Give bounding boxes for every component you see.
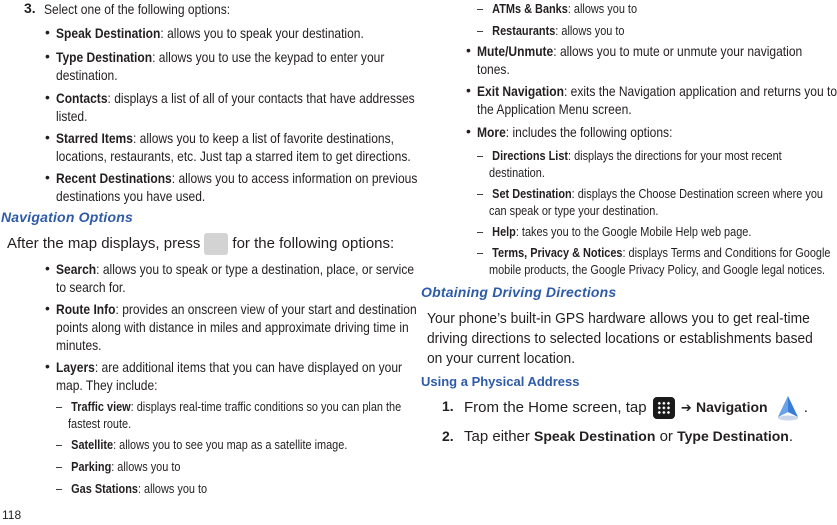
sub-list-item: – Restaurants: allows you to <box>477 23 625 38</box>
nav-options-intro: After the map displays, press for the following options: <box>7 233 394 255</box>
sub-list-item: – Help: takes you to the Google Mobile Help web page. <box>477 224 752 239</box>
section-heading-driving-directions: Obtaining Driving Directions <box>421 284 617 300</box>
sub-list-item: – ATMs & Banks: allows you to <box>477 1 638 16</box>
bullet: • <box>466 82 471 98</box>
apps-grid-icon <box>653 397 675 419</box>
bullet: • <box>45 358 50 374</box>
navigation-app-icon <box>776 395 800 421</box>
list-item-cont: points along with distance in miles and approximate driving time in <box>56 319 409 335</box>
bullet: • <box>45 169 50 185</box>
section-heading-navigation-options: Navigation Options <box>1 209 133 225</box>
step-number: 1. <box>442 398 454 414</box>
list-item: Starred Items: allows you to keep a list of favorite destinations, <box>56 130 394 146</box>
list-item-cont: tones. <box>477 61 510 77</box>
step-3 <box>24 0 36 18</box>
list-item: Recent Destinations: allows you to access information on previous <box>56 170 418 186</box>
list-item-cont: listed. <box>56 108 88 124</box>
list-item: Layers: are additional items that you can have displayed on your <box>56 359 403 375</box>
menu-key-icon <box>204 233 228 255</box>
bullet: • <box>466 42 471 58</box>
bullet: • <box>45 260 50 276</box>
bullet: • <box>45 89 50 105</box>
page-number: 118 <box>2 508 22 522</box>
list-item: Mute/Unmute: allows you to mute or unmute your navigation <box>477 43 803 59</box>
list-item: More: includes the following options: <box>477 124 673 140</box>
step-2: Tap either Speak Destination or Type Destination. <box>464 428 794 445</box>
sub-list-item: – Terms, Privacy & Notices: displays Terms and Conditions for Google <box>477 245 831 260</box>
sub-list-item-cont: mobile products, the Google Privacy Policy, and Google legal notices. <box>489 262 826 277</box>
bullet: • <box>45 48 50 64</box>
list-item: Exit Navigation: exits the Navigation application and returns you to <box>477 83 837 99</box>
sub-list-item: – Set Destination: displays the Choose Destination screen where you <box>477 186 823 201</box>
step-number: 2. <box>442 428 454 444</box>
sub-list-item-cont: fastest route. <box>68 416 132 431</box>
sub-list-item: – Parking: allows you to <box>56 459 181 474</box>
sub-list-item-cont: can speak or type your destination. <box>489 203 659 218</box>
list-item: Search: allows you to speak or type a destination, place, or service <box>56 261 415 277</box>
driving-para-line: driving directions to selected locations or establishments based <box>427 330 813 347</box>
list-item-cont: minutes. <box>56 337 102 353</box>
list-item: Type Destination: allows you to use the keypad to enter your <box>56 49 385 65</box>
subsection-heading-physical-address: Using a Physical Address <box>421 374 580 389</box>
sub-list-item: – Directions List: displays the directions for your most recent <box>477 148 782 163</box>
driving-para-line: Your phone’s built-in GPS hardware allows you to get real-time <box>427 310 810 327</box>
list-item-cont: to search for. <box>56 279 126 295</box>
step-3-intro: Select one of the following options: <box>44 1 231 17</box>
list-item-cont: map. They include: <box>56 377 158 393</box>
bullet: • <box>466 123 471 139</box>
driving-para-line: on your current location. <box>427 350 576 367</box>
step-1: From the Home screen, tap ➔ Navigation . <box>464 395 808 421</box>
bullet: • <box>45 300 50 316</box>
list-item-cont: destination. <box>56 67 118 83</box>
list-item-cont: the Application Menu screen. <box>477 101 632 117</box>
sub-list-item: – Gas Stations: allows you to <box>56 481 208 496</box>
list-item-cont: destinations you have used. <box>56 188 206 204</box>
arrow-icon: ➔ <box>680 401 692 416</box>
sub-list-item: – Satellite: allows you to see you map as a satellite image. <box>56 437 348 452</box>
bullet: • <box>45 129 50 145</box>
list-item: Contacts: displays a list of all of your contacts that have addresses <box>56 90 415 106</box>
list-item: Speak Destination: allows you to speak your destination. <box>56 25 364 41</box>
list-item: Route Info: provides an onscreen view of your start and destination <box>56 301 417 317</box>
list-item-cont: locations, restaurants, etc. Just tap a starred item to get directions. <box>56 148 411 164</box>
step-number: 3. <box>24 0 36 16</box>
bullet: • <box>45 24 50 40</box>
sub-list-item-cont: destination. <box>489 165 545 180</box>
sub-list-item: – Traffic view: displays real-time traffic conditions so you can plan the <box>56 399 402 414</box>
